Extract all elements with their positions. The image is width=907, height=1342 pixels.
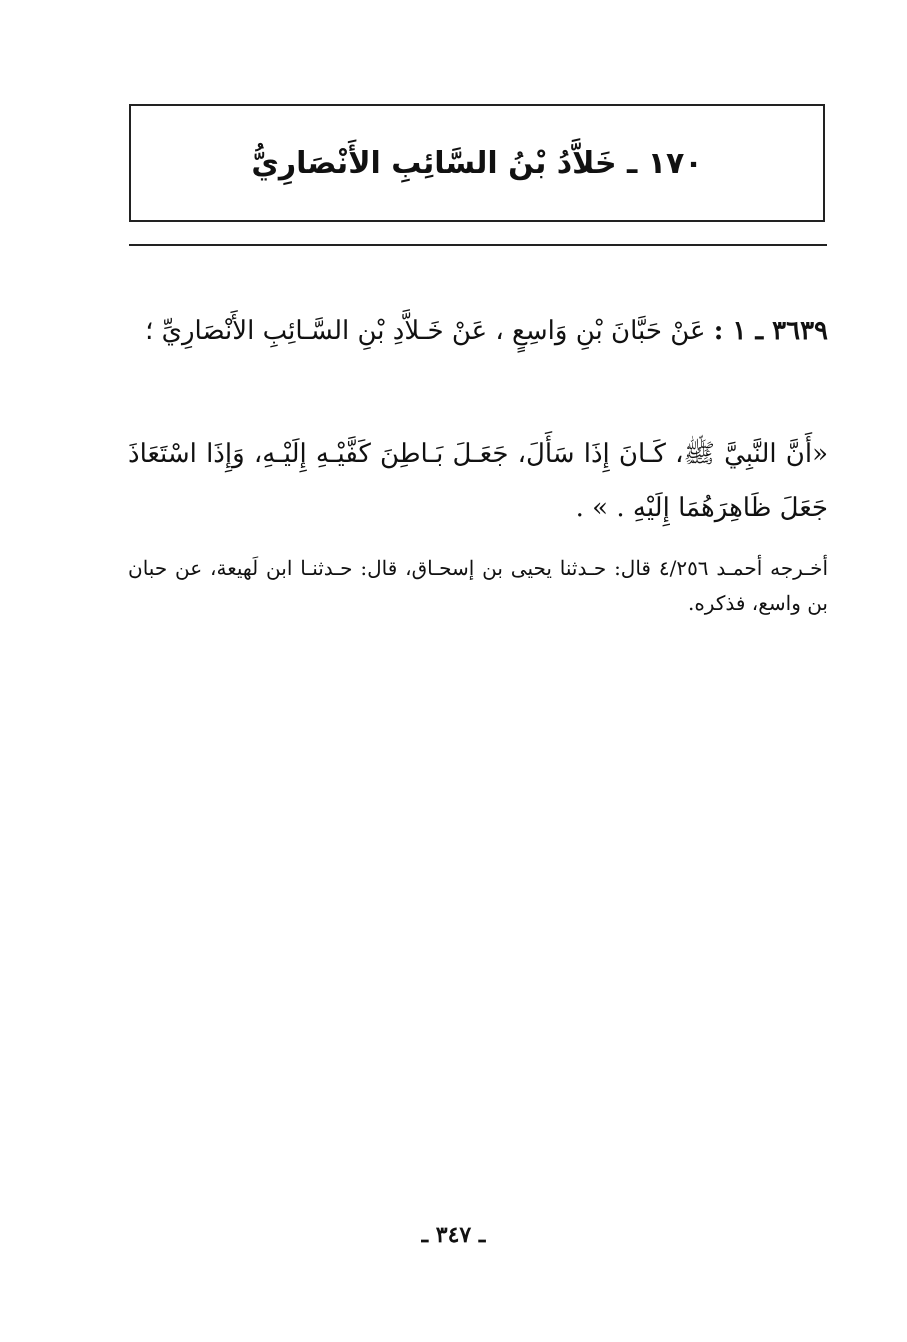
hadith-isnad: [128, 304, 828, 358]
source-footnote: أخـرجه أحمـد ٤/٢٥٦ قال: حـدثنا يحيى بن إسحـاق، قال: حـدثنـا ابن لَهيعة، عن حبان بن واسع، فذكره.: [128, 556, 828, 615]
header-divider: [129, 244, 827, 246]
hadith-number: ٣٦٣٩ ـ ١ :: [713, 316, 828, 346]
hadith-chain: عَنْ حَبَّانَ بْنِ وَاسِعٍ ، عَنْ خَـلاَّدِ بْنِ السَّـائِبِ الأَنْصَارِيِّ ؛: [145, 316, 706, 346]
hadith-text: «أَنَّ النَّبِيَّ ﷺ، كَـانَ إِذَا سَأَلَ، جَعَـلَ بَـاطِنَ كَفَّيْـهِ إِلَيْـهِ، وَإِذَا اسْتَعَاذَ جَعَلَ ظَاهِرَهُمَا إِلَيْهِ . » .: [128, 439, 828, 523]
page-number: ـ ٣٤٧ ـ: [421, 1222, 486, 1248]
chapter-title-box: [129, 104, 825, 222]
chapter-title: ١٧٠ ـ خَلاَّدُ بْنُ السَّائِبِ الأَنْصَارِيُّ: [251, 145, 703, 181]
